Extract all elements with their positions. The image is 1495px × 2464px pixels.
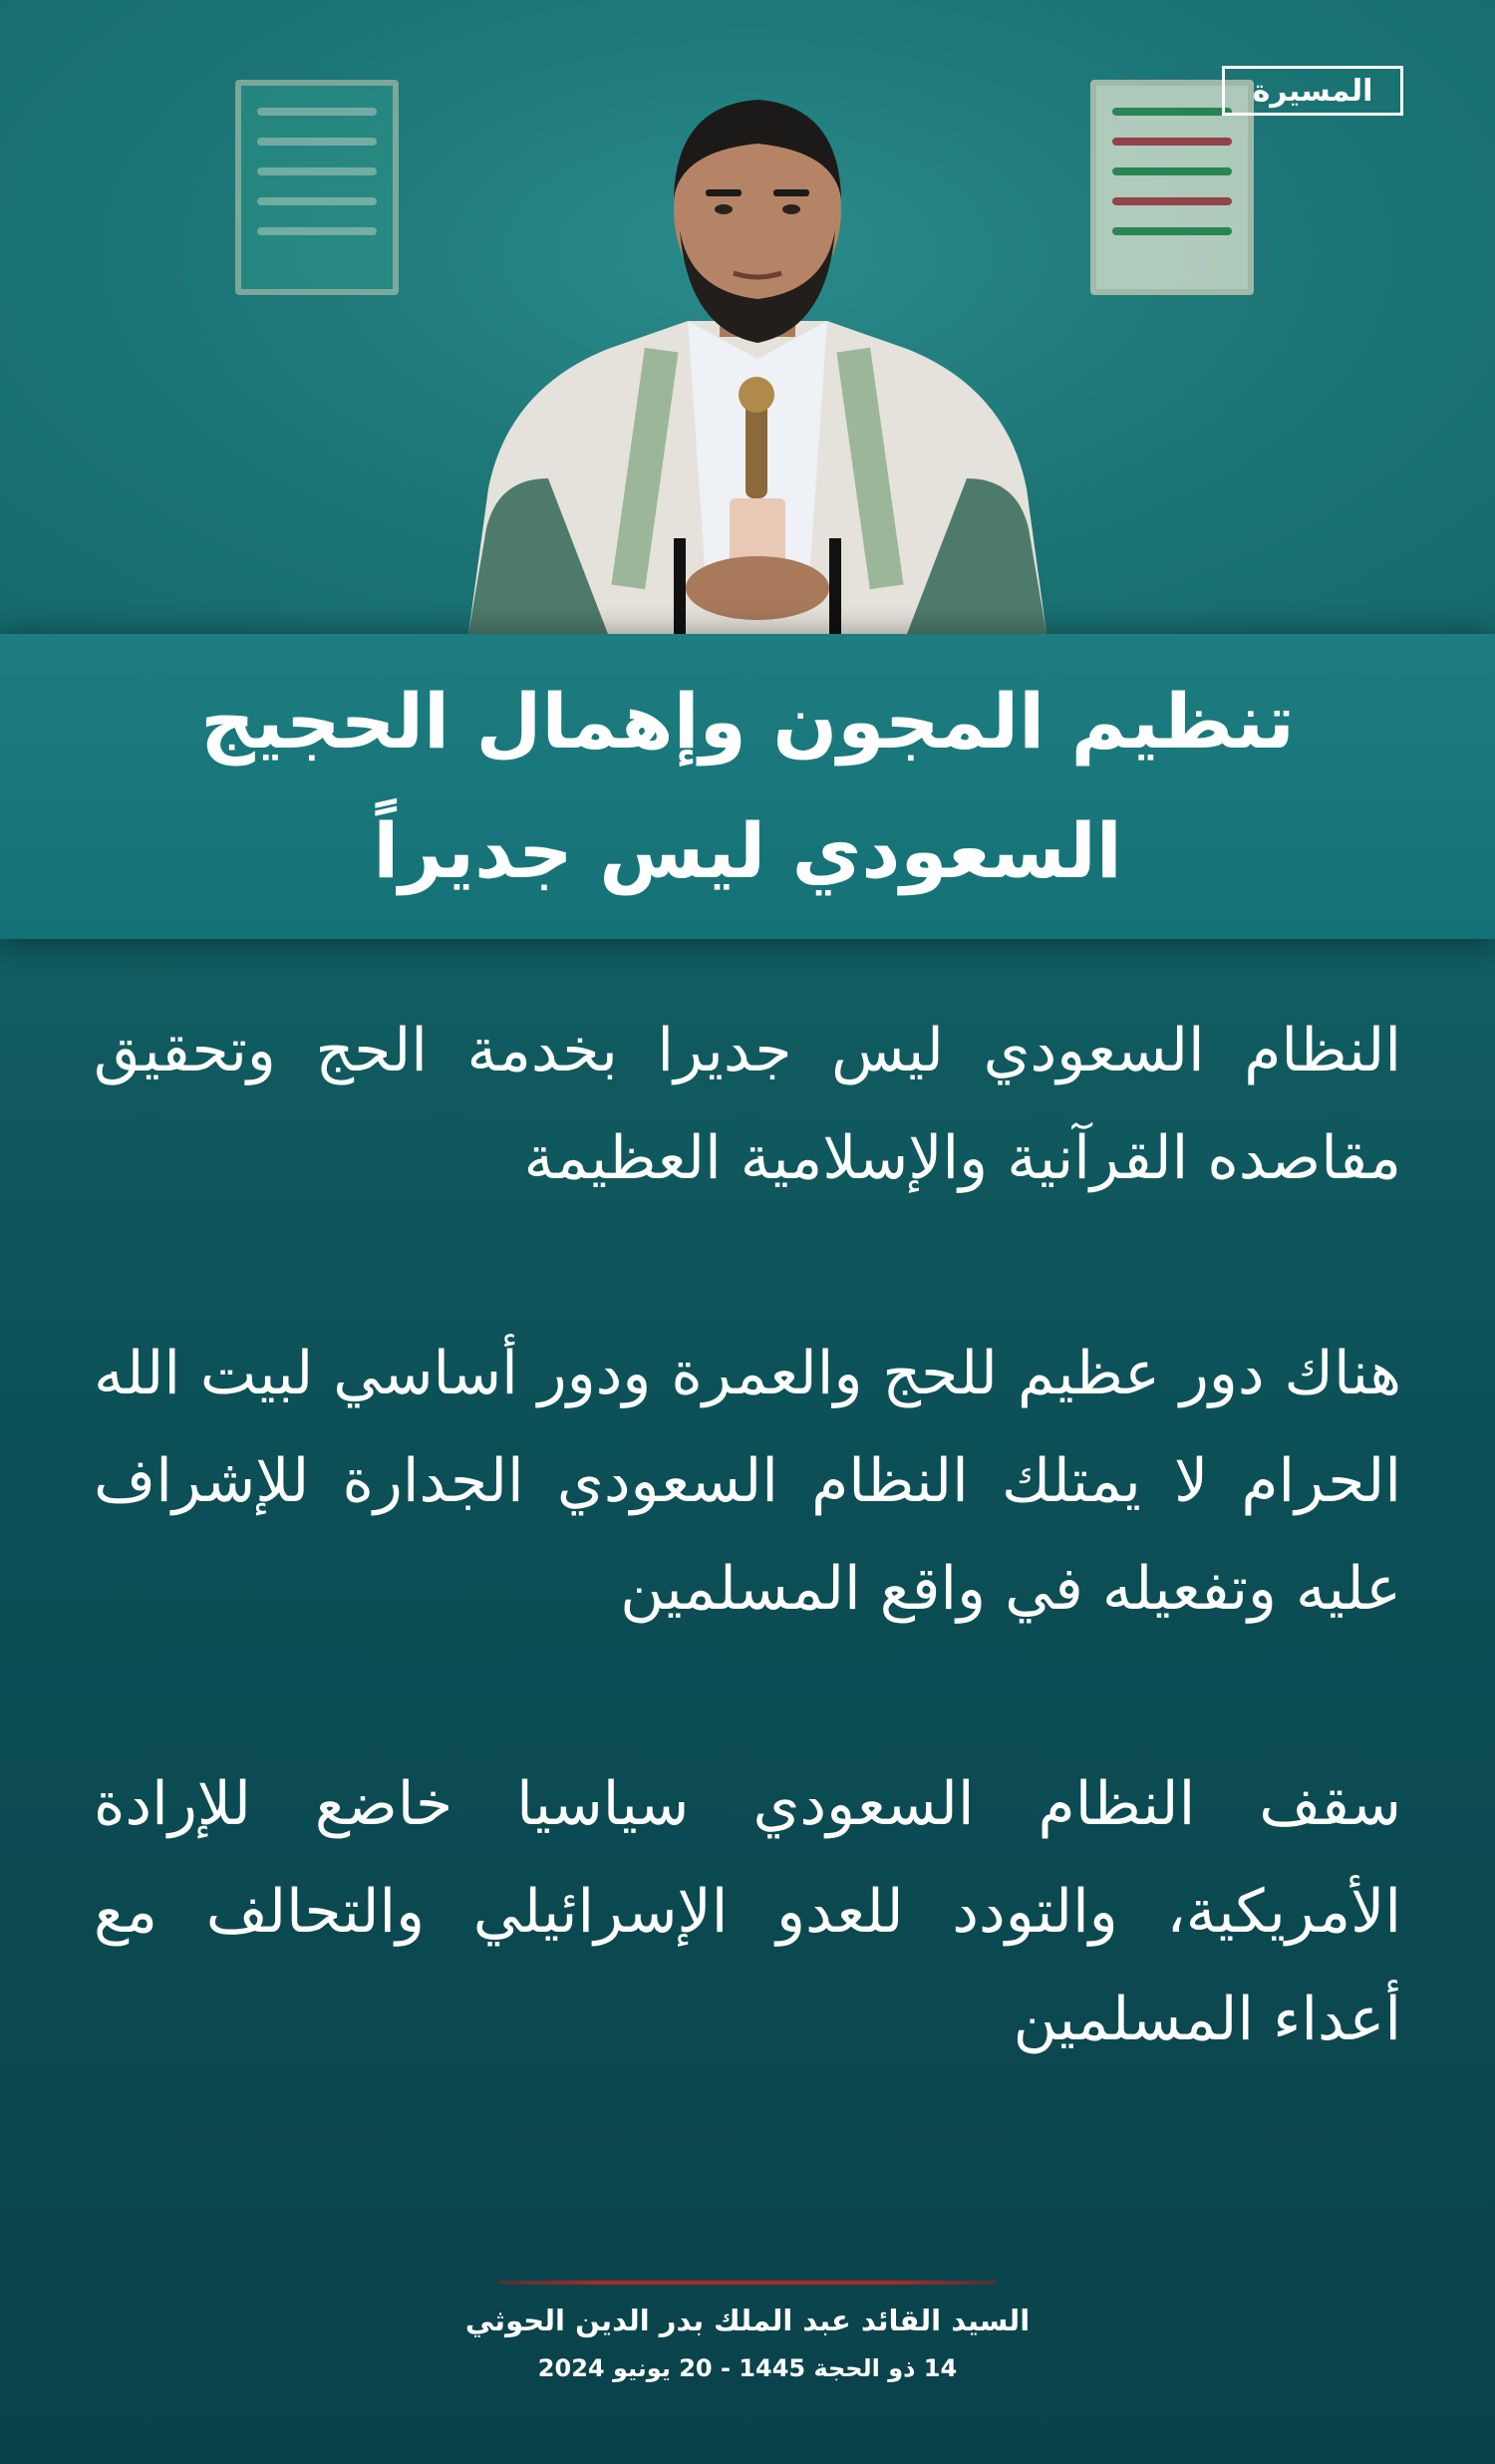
- hero-image: [0, 0, 1495, 634]
- channel-logo: المسيرة: [1222, 66, 1403, 116]
- speaker-portrait: [439, 60, 1076, 634]
- headline-line-2: السعودي ليس جديراً: [373, 806, 1122, 895]
- quote-paragraph-2: هناك دور عظيم للحج والعمرة ودور أساسي لبيت الله الحرام لا يمتلك النظام السعودي الجدارة للإشراف عليه وتفعيله في واقع المسلمين: [94, 1339, 1401, 1624]
- speaker-name: السيد القائد عبد الملك بدر الدين الحوثي: [464, 2304, 1031, 2337]
- footer-divider: [498, 2281, 997, 2285]
- wall-plaque-left: [235, 80, 399, 295]
- headline-line-1: تنظيم المجون وإهمال الحجيج: [200, 677, 1295, 766]
- speech-date: 14 ذو الحجة 1445 - 20 يونيو 2024: [537, 2354, 958, 2382]
- quote-body: [94, 997, 1401, 2073]
- headline-banner: [0, 634, 1495, 939]
- quote-paragraph-1: النظام السعودي ليس جديرا بخدمة الحج وتحقيق مقاصده القرآنية والإسلامية العظيمة: [94, 1016, 1401, 1193]
- quote-paragraph-3: سقف النظام السعودي سياسيا خاضع للإرادة الأمريكية، والتودد للعدو الإسرائيلي والتحالف مع أعداء المسلمين: [94, 1769, 1401, 2054]
